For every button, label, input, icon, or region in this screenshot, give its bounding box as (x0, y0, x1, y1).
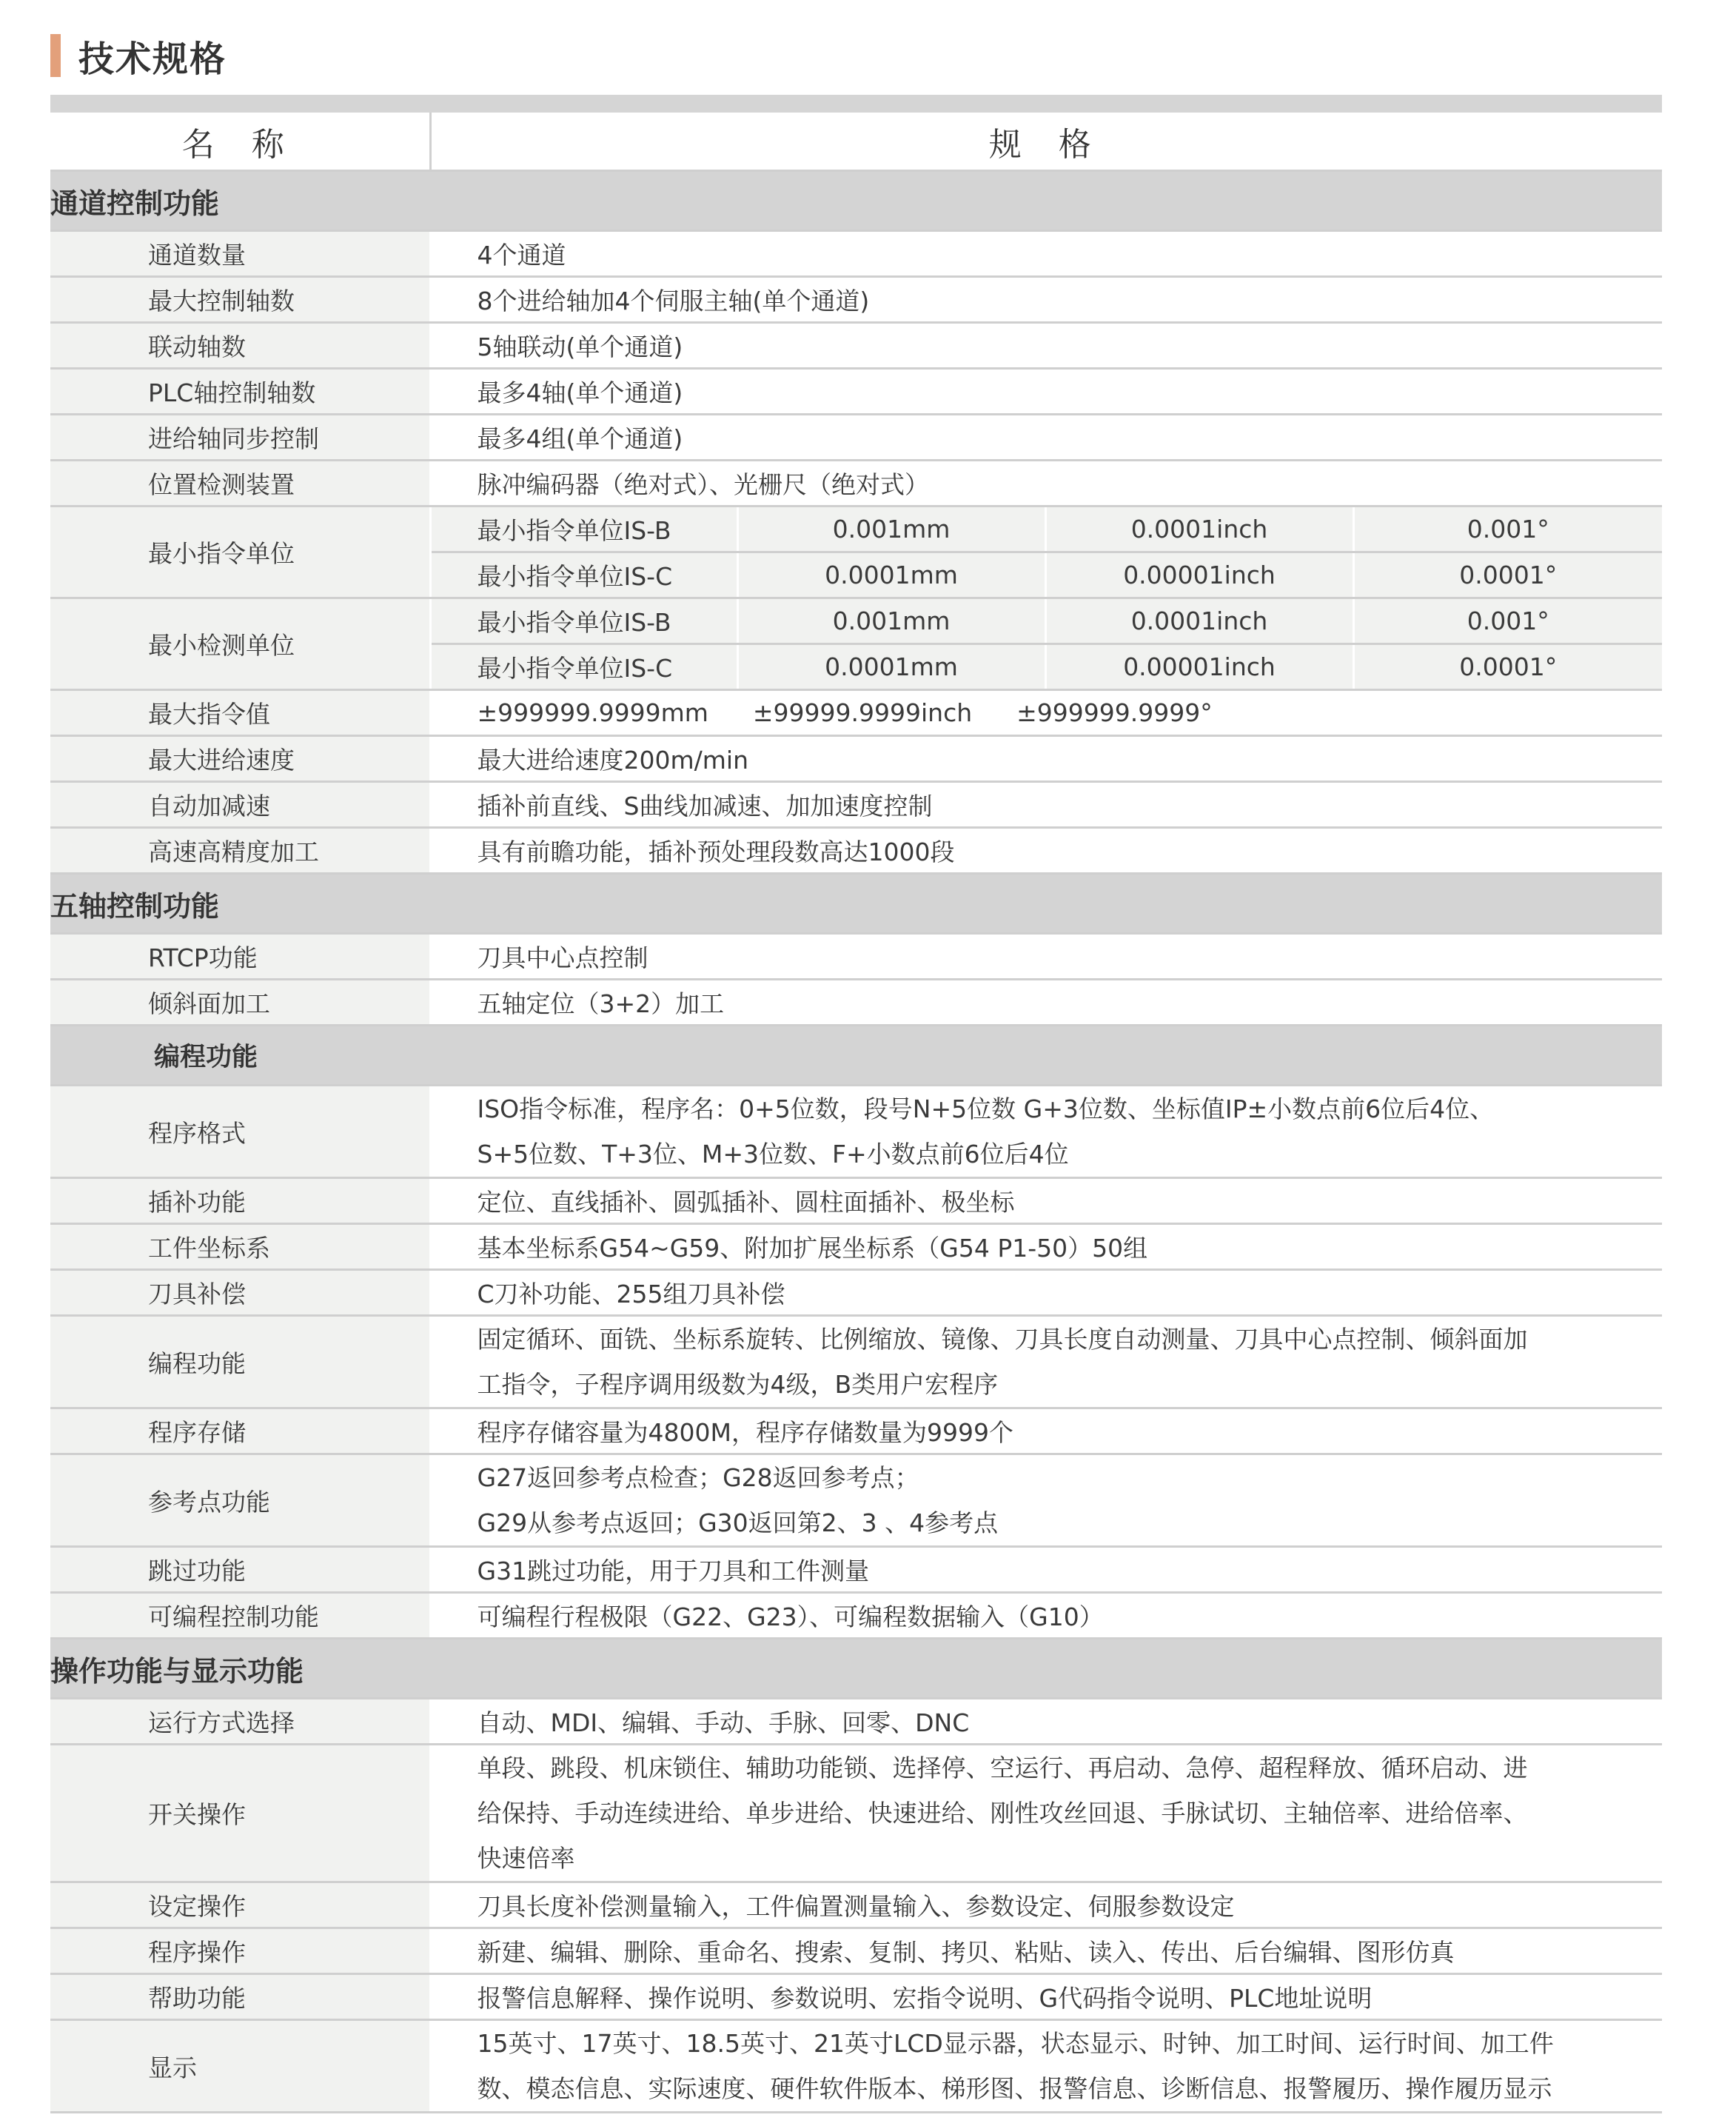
unit-label: 最小指令单位IS-B (430, 598, 737, 644)
row-value: 最大进给速度200m/min (430, 736, 1662, 782)
row-name: 帮助功能 (50, 1974, 430, 2020)
row-name: RTCP功能 (50, 934, 430, 980)
row-value: 自动、MDI、编辑、手动、手脉、回零、DNC (430, 1699, 1662, 1745)
row-value: 5轴联动(单个通道) (430, 323, 1662, 369)
row-name: 高速高精度加工 (50, 828, 430, 874)
table-row (50, 1882, 1662, 1928)
row-value: 程序存储容量为4800M，程序存储数量为9999个 (430, 1408, 1662, 1454)
unit-deg: 0.001° (1353, 598, 1662, 644)
unit-inch: 0.00001inch (1045, 552, 1353, 598)
row-name: 最大指令值 (50, 690, 430, 736)
row-value: 报警信息解释、操作说明、参数说明、宏指令说明、G代码指令说明、PLC地址说明 (430, 1974, 1662, 2020)
page-title: 技术规格 (78, 38, 227, 80)
row-name: 可编程控制功能 (50, 1593, 430, 1639)
row-value (430, 1316, 1662, 1408)
value-line: ISO指令标准，程序名：0+5位数，段号N+5位数 G+3位数、坐标值IP±小数点前6位后4位、 (477, 1094, 1495, 1123)
row-name: 通道数量 (50, 231, 430, 277)
value-line: G29从参考点返回；G30返回第2、3 、4参考点 (477, 1508, 999, 1537)
row-name: 编程功能 (50, 1316, 430, 1408)
row-name: 参考点功能 (50, 1454, 430, 1547)
table-row (50, 828, 1662, 874)
row-value: G31跳过功能，用于刀具和工件测量 (430, 1547, 1662, 1593)
row-value (430, 690, 1662, 736)
value-line: S+5位数、T+3位、M+3位数、F+小数点前6位后4位 (477, 1140, 1069, 1169)
row-value (430, 1086, 1662, 1178)
value-line: 单段、跳段、机床锁住、辅助功能锁、选择停、空运行、再启动、急停、超程释放、循环启动、进 (477, 1754, 1528, 1782)
unit-deg: 0.0001° (1353, 644, 1662, 690)
table-row (50, 1974, 1662, 2020)
table-row (50, 1408, 1662, 1454)
row-value: 4个通道 (430, 231, 1662, 277)
table-row (50, 1928, 1662, 1974)
table-row (50, 690, 1662, 736)
table-row (50, 507, 1662, 552)
unit-inch: 0.0001inch (1045, 598, 1353, 644)
row-value: 插补前直线、S曲线加减速、加加速度控制 (430, 782, 1662, 828)
row-name: 自动加减速 (50, 782, 430, 828)
table-row (50, 980, 1662, 1026)
row-value: 刀具长度补偿测量输入，工件偏置测量输入、参数设定、伺服参数设定 (430, 1882, 1662, 1928)
section-header (50, 874, 1662, 934)
row-name: 跳过功能 (50, 1547, 430, 1593)
table-row (50, 934, 1662, 980)
table-row (50, 277, 1662, 323)
section-header (50, 1639, 1662, 1699)
unit-mm: 0.0001mm (737, 552, 1045, 598)
row-value (430, 2020, 1662, 2113)
section-title: 编程功能 (50, 1026, 1662, 1086)
table-row (50, 1224, 1662, 1270)
unit-mm: 0.001mm (737, 507, 1045, 552)
row-name: 插补功能 (50, 1178, 430, 1224)
row-value: 具有前瞻功能，插补预处理段数高达1000段 (430, 828, 1662, 874)
row-name: 程序操作 (50, 1928, 430, 1974)
table-row (50, 323, 1662, 369)
row-name: 最小指令单位 (50, 507, 430, 598)
max-cmd-deg: ±999999.9999° (1016, 698, 1213, 727)
unit-mm: 0.0001mm (737, 644, 1045, 690)
row-name: 最小检测单位 (50, 598, 430, 690)
value-line: 给保持、手动连续进给、单步进给、快速进给、刚性攻丝回退、手脉试切、主轴倍率、进给倍率、 (477, 1799, 1528, 1828)
row-value: 定位、直线插补、圆弧插补、圆柱面插补、极坐标 (430, 1178, 1662, 1224)
table-row (50, 1454, 1662, 1547)
value-line: 快速倍率 (477, 1844, 575, 1873)
table-row (50, 736, 1662, 782)
row-name: 位置检测装置 (50, 461, 430, 507)
value-line: 15英寸、17英寸、18.5英寸、21英寸LCD显示器，状态显示、时钟、加工时间、运行时间、加工件 (477, 2029, 1554, 2058)
section-title: 操作功能与显示功能 (50, 1639, 1662, 1699)
row-value (430, 1454, 1662, 1547)
row-value: 刀具中心点控制 (430, 934, 1662, 980)
row-name: PLC轴控制轴数 (50, 369, 430, 415)
row-name: 联动轴数 (50, 323, 430, 369)
row-value: 新建、编辑、删除、重命名、搜索、复制、拷贝、粘贴、读入、传出、后台编辑、图形仿真 (430, 1928, 1662, 1974)
row-name: 工件坐标系 (50, 1224, 430, 1270)
max-cmd-inch: ±99999.9999inch (752, 698, 973, 727)
unit-inch: 0.0001inch (1045, 507, 1353, 552)
value-line: 固定循环、面铣、坐标系旋转、比例缩放、镜像、刀具长度自动测量、刀具中心点控制、倾斜面加 (477, 1325, 1528, 1354)
table-row (50, 231, 1662, 277)
row-name: 开关操作 (50, 1745, 430, 1882)
row-value (430, 1745, 1662, 1882)
table-row (50, 461, 1662, 507)
max-cmd-mm: ±999999.9999mm (477, 698, 708, 727)
row-name: 程序存储 (50, 1408, 430, 1454)
table-row (50, 1547, 1662, 1593)
row-value: 最多4轴(单个通道) (430, 369, 1662, 415)
table-row (50, 1745, 1662, 1882)
unit-inch: 0.00001inch (1045, 644, 1353, 690)
row-value: 最多4组(单个通道) (430, 415, 1662, 461)
unit-label: 最小指令单位IS-C (430, 644, 737, 690)
unit-deg: 0.0001° (1353, 552, 1662, 598)
table-row (50, 1086, 1662, 1178)
row-name: 设定操作 (50, 1882, 430, 1928)
row-value: 脉冲编码器（绝对式）、光栅尺（绝对式） (430, 461, 1662, 507)
heading-accent-bar (50, 34, 61, 77)
row-name: 最大进给速度 (50, 736, 430, 782)
column-header-spec: 规 格 (430, 113, 1662, 171)
unit-deg: 0.001° (1353, 507, 1662, 552)
row-name: 程序格式 (50, 1086, 430, 1178)
row-name: 刀具补偿 (50, 1270, 430, 1316)
unit-label: 最小指令单位IS-C (430, 552, 737, 598)
row-value: 8个进给轴加4个伺服主轴(单个通道) (430, 277, 1662, 323)
section-title: 五轴控制功能 (50, 874, 1662, 934)
section-title: 通道控制功能 (50, 171, 1662, 231)
row-name: 倾斜面加工 (50, 980, 430, 1026)
value-line: 工指令，子程序调用级数为4级，B类用户宏程序 (477, 1370, 999, 1399)
table-row (50, 1270, 1662, 1316)
table-row (50, 1316, 1662, 1408)
row-value: 基本坐标系G54~G59、附加扩展坐标系（G54 P1-50）50组 (430, 1224, 1662, 1270)
table-row (50, 598, 1662, 644)
table-row (50, 1178, 1662, 1224)
table-row (50, 1593, 1662, 1639)
column-header-name: 名 称 (50, 113, 430, 171)
table-row (50, 2020, 1662, 2113)
row-name: 运行方式选择 (50, 1699, 430, 1745)
value-line: 数、模态信息、实际速度、硬件软件版本、梯形图、报警信息、诊断信息、报警履历、操作履历显示 (477, 2074, 1552, 2103)
table-row (50, 1699, 1662, 1745)
unit-mm: 0.001mm (737, 598, 1045, 644)
row-name: 显示 (50, 2020, 430, 2113)
table-header (50, 113, 1662, 171)
row-value: C刀补功能、255组刀具补偿 (430, 1270, 1662, 1316)
section-header (50, 171, 1662, 231)
row-name: 进给轴同步控制 (50, 415, 430, 461)
row-name: 最大控制轴数 (50, 277, 430, 323)
unit-label: 最小指令单位IS-B (430, 507, 737, 552)
page-heading (50, 30, 227, 81)
value-line: G27返回参考点检查；G28返回参考点； (477, 1463, 919, 1492)
spec-table (50, 113, 1662, 2113)
table-top-bar (50, 95, 1662, 113)
section-header (50, 1026, 1662, 1086)
row-value: 可编程行程极限（G22、G23）、可编程数据输入（G10） (430, 1593, 1662, 1639)
table-row (50, 782, 1662, 828)
table-row (50, 415, 1662, 461)
row-value: 五轴定位（3+2）加工 (430, 980, 1662, 1026)
table-row (50, 369, 1662, 415)
